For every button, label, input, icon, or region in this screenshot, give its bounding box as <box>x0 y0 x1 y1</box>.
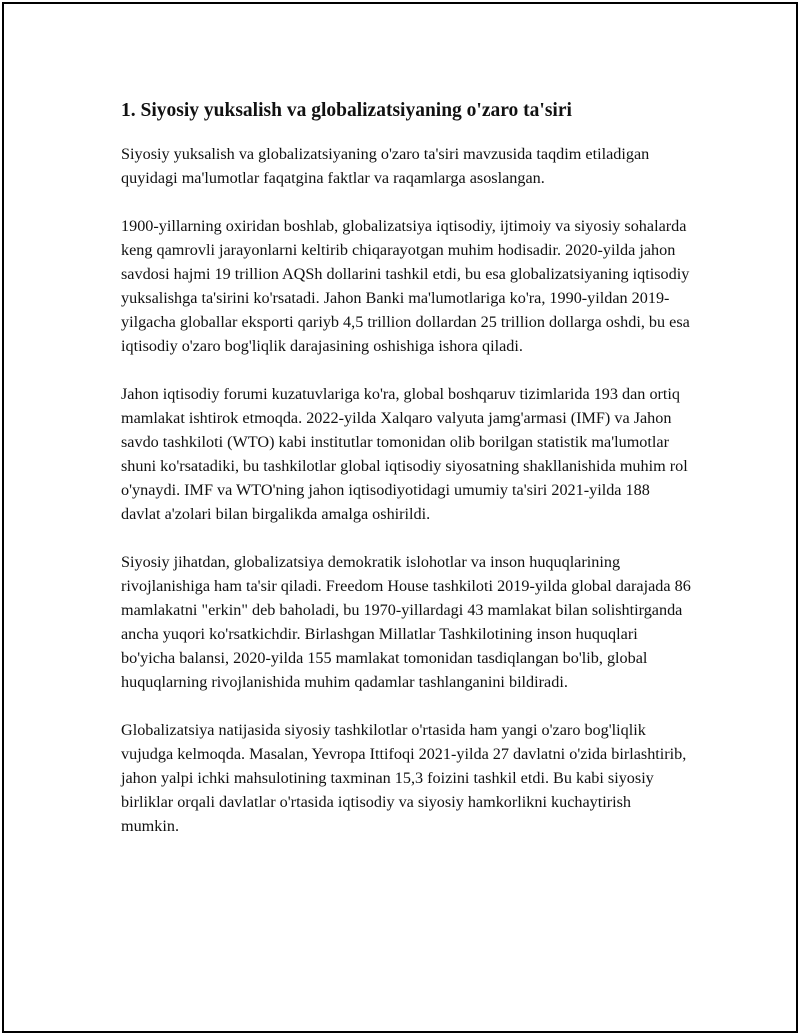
paragraph-intro: Siyosiy yuksalish va globalizatsiyaning o'zaro ta'siri mavzusida taqdim etiladigan quyidagi ma'lumotlar faqatgina faktlar va raqamlarga asoslangan. <box>121 145 650 187</box>
page-frame <box>2 2 798 1033</box>
paragraph-economic: 1900-yillarning oxiridan boshlab, globalizatsiya iqtisodiy, ijtimoiy va siyosiy sohalarda keng qamrovli jarayonlarni keltirib chiqarayotgan muhim hodisadir. 2020-yilda jahon savdosi hajmi 19 trillion AQSh dollarini tashkil etdi, bu esa globalizatsiyaning iqtisodiy yuksalishga ta'sirini ko'rsatadi. Jahon Banki ma'lumotlariga ko'ra, 1990-yildan 2019-yilgacha globallar eksporti qariyb 4,5 trillion dollardan 25 trillion dollarga oshdi, bu esa iqtisodiy o'zaro bog'liqlik darajasining oshishiga ishora qiladi. <box>121 217 690 355</box>
section-heading: 1. Siyosiy yuksalish va globalizatsiyaning o'zaro ta'siri <box>121 100 572 121</box>
paragraph-institutions: Jahon iqtisodiy forumi kuzatuvlariga ko'ra, global boshqaruv tizimlarida 193 dan ortiq mamlakat ishtirok etmoqda. 2022-yilda Xalqaro valyuta jamg'armasi (IMF) va Jahon savdo tashkiloti (WTO) kabi institutlar tomonidan olib borilgan statistik ma'lumotlar shuni ko'rsatadiki, bu tashkilotlar global iqtisodiy siyosatning shakllanishida muhim rol o'ynaydi. IMF va WTO'ning jahon iqtisodiyotidagi umumiy ta'siri 2021-yilda 188 davlat a'zolari bilan birgalikda amalga oshirildi. <box>121 385 688 523</box>
paragraph-organizations: Globalizatsiya natijasida siyosiy tashkilotlar o'rtasida ham yangi o'zaro bog'liqlik vujudga kelmoqda. Masalan, Yevropa Ittifoqi 2021-yilda 27 davlatni o'zida birlashtirib, jahon yalpi ichki mahsulotining taxminan 15,3 foizini tashkil etdi. Bu kabi siyosiy birliklar orqali davlatlar o'rtasida iqtisodiy va siyosiy hamkorlikni kuchaytirish mumkin. <box>121 721 687 835</box>
document-body <box>121 97 691 862</box>
paragraph-political: Siyosiy jihatdan, globalizatsiya demokratik islohotlar va inson huquqlarining rivojlanishiga ham ta'sir qiladi. Freedom House tashkiloti 2019-yilda global darajada 86 mamlakatni "erkin" deb baholadi, bu 1970-yillardagi 43 mamlakat bilan solishtirganda ancha yuqori ko'rsatkichdir. Birlashgan Millatlar Tashkilotining inson huquqlari bo'yicha balansi, 2020-yilda 155 mamlakat tomonidan tasdiqlangan bo'lib, global huquqlarning rivojlanishida muhim qadamlar tashlanganini bildiradi. <box>121 553 691 691</box>
